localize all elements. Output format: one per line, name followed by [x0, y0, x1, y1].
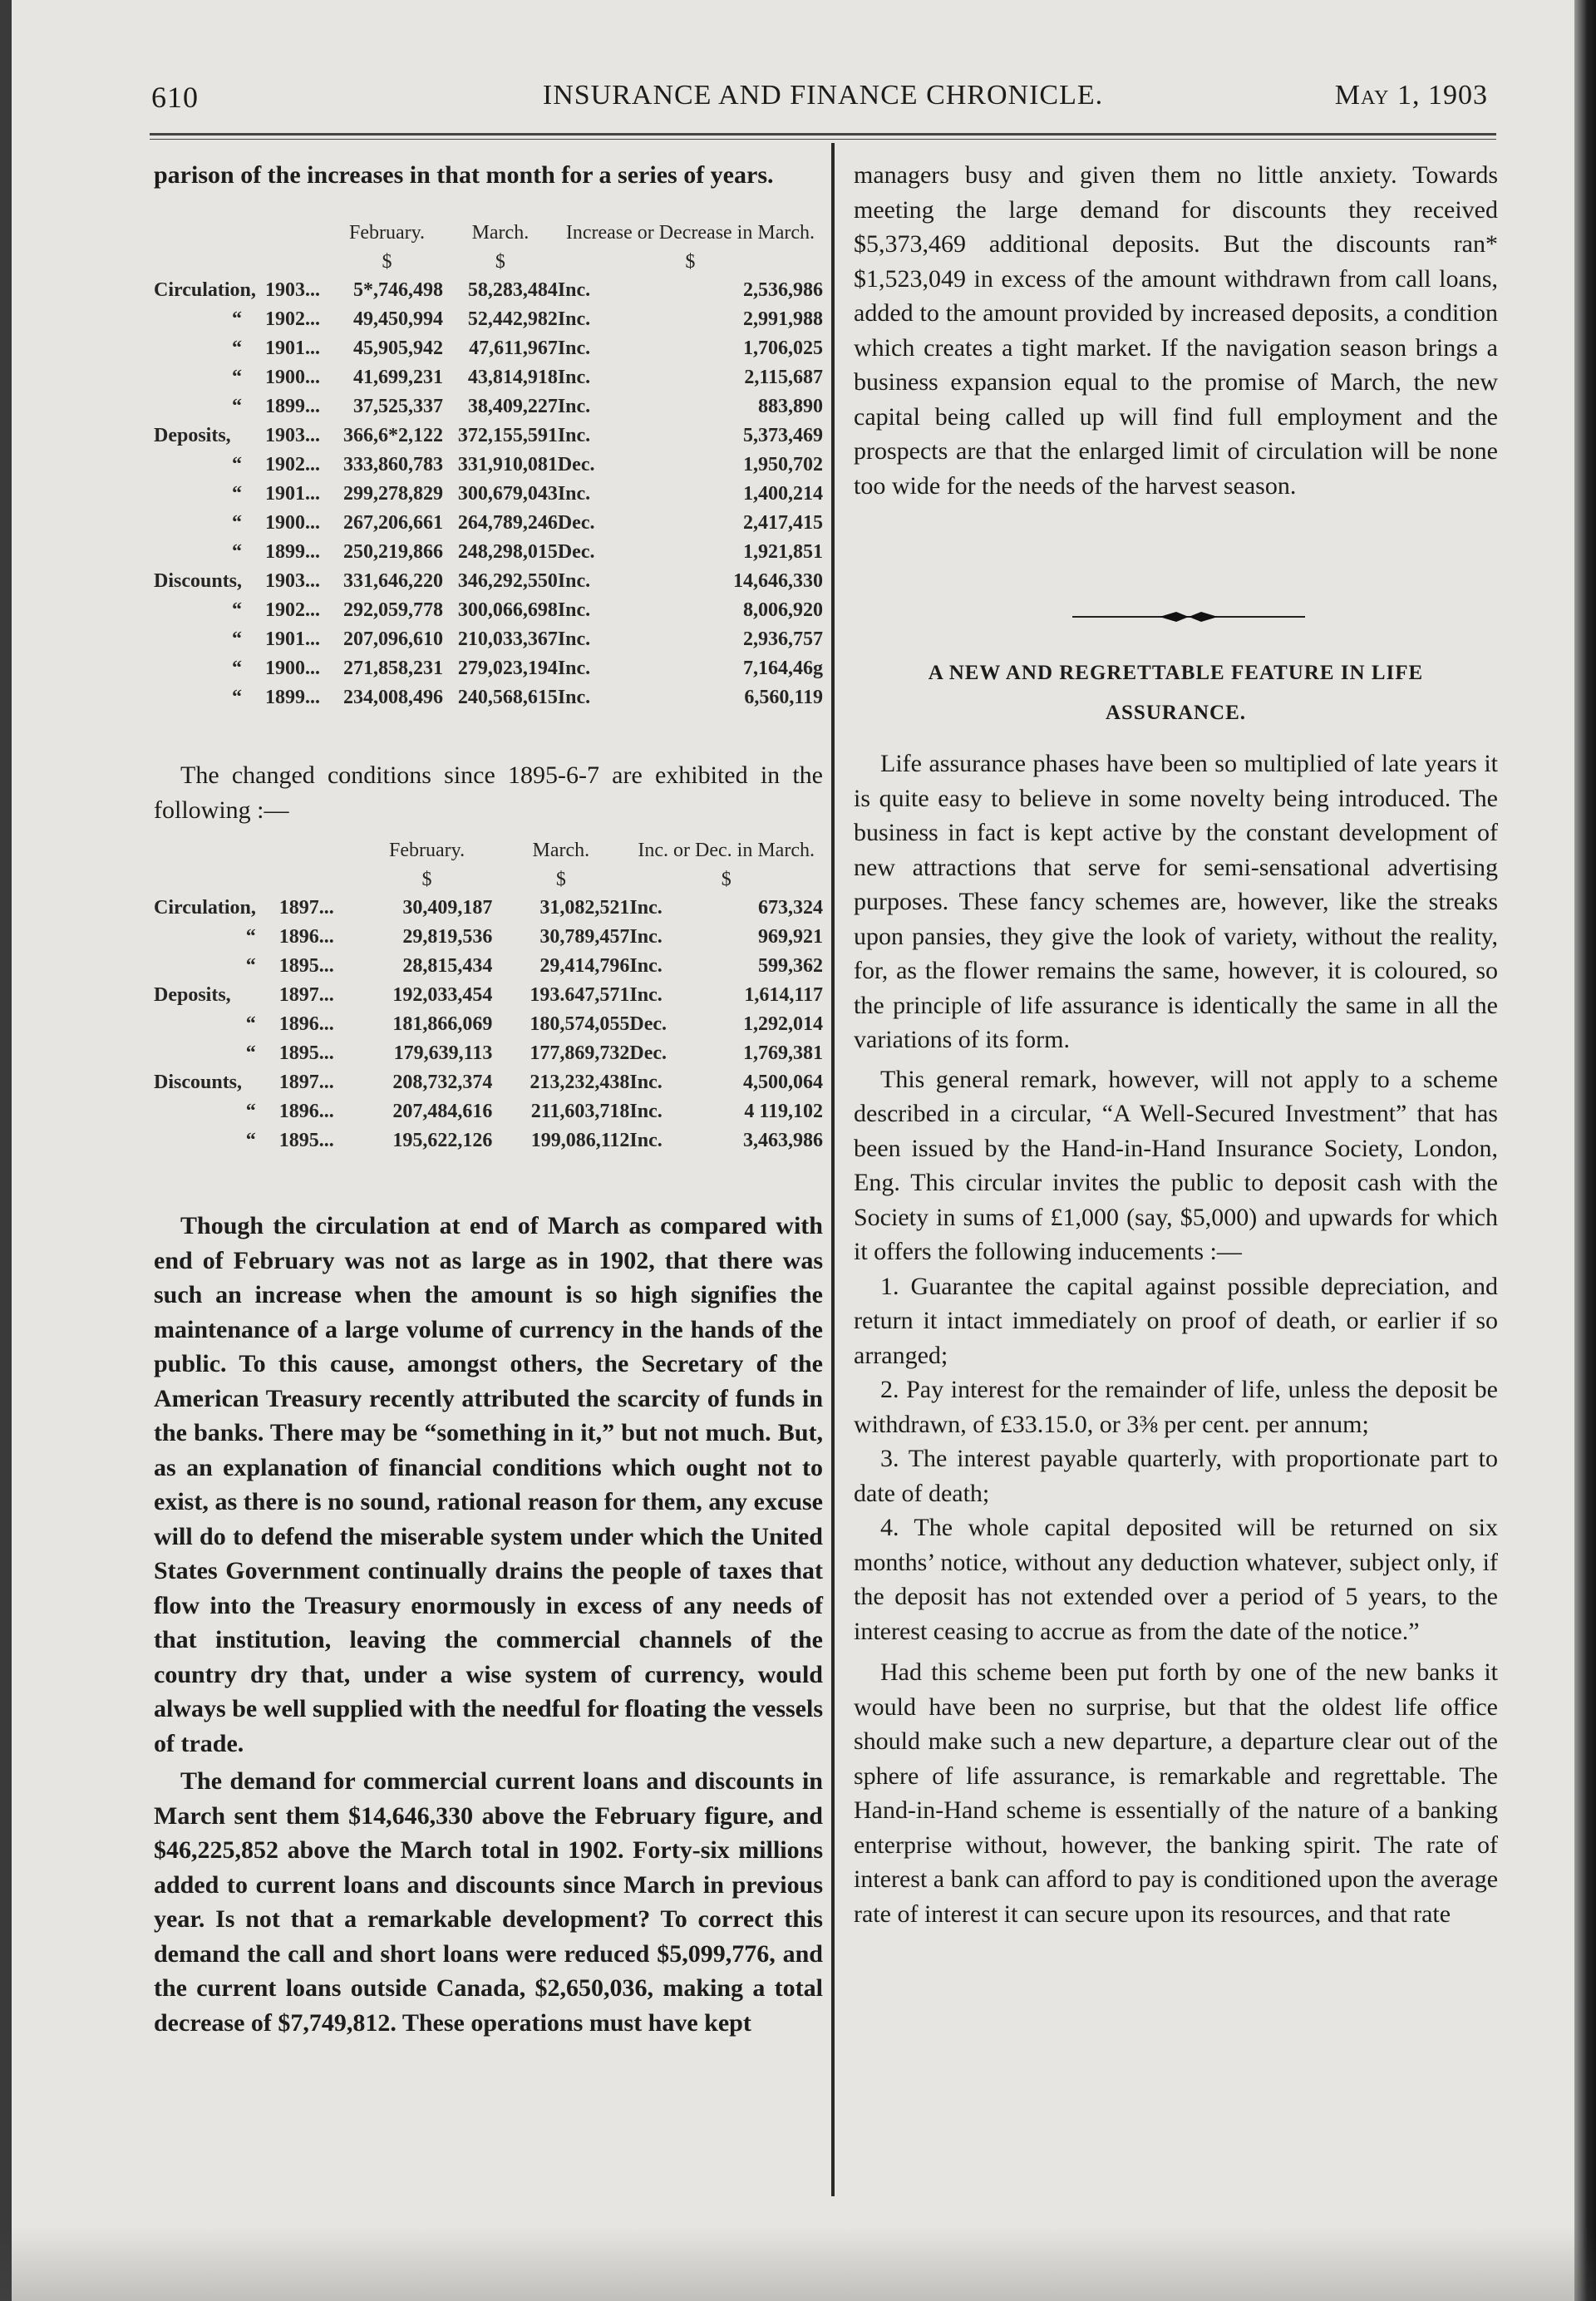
- row-change: 2,991,988: [743, 308, 823, 330]
- row-direction: Inc.: [629, 1072, 663, 1093]
- row-category: “: [245, 1130, 256, 1151]
- row-march: 29,414,796: [539, 955, 630, 977]
- row-direction: Inc.: [557, 338, 591, 359]
- row-category: “: [231, 687, 242, 708]
- row-direction: Inc.: [557, 658, 591, 679]
- row-direction: Inc.: [557, 483, 591, 505]
- row-change: 673,324: [758, 897, 823, 919]
- row-change: 883,890: [758, 396, 823, 417]
- row-march: 43,814,918: [467, 367, 558, 388]
- table-row: [154, 981, 823, 1010]
- row-february: 207,096,610: [342, 628, 443, 650]
- row-february: 45,905,942: [352, 338, 443, 359]
- row-direction: Inc.: [557, 570, 591, 592]
- row-category: Deposits,: [154, 425, 231, 446]
- row-category: “: [231, 599, 242, 621]
- row-february: 299,278,829: [342, 483, 443, 505]
- row-year: 1900...: [264, 658, 320, 679]
- row-march: 180,574,055: [530, 1013, 630, 1035]
- row-direction: Inc.: [557, 308, 591, 330]
- row-year: 1899...: [264, 541, 320, 563]
- row-february: 331,646,220: [342, 570, 443, 592]
- row-direction: Dec.: [557, 454, 595, 475]
- row-march: 331,910,081: [457, 454, 558, 475]
- paragraph-hand-in-hand: Had this scheme been put forth by one of the new banks it would have been no surprise, but that the oldest life office should make such a new departure, a departure clear out of the sphere of life assurance, is remarkable and regrettable. The Hand-in-Hand scheme is essentially of the nature of a banking enterprise without, however, the banking spirit. The rate of interest a bank can afford to pay is conditioned upon the average rate of interest it can secure upon its resources, and that rate: [854, 1658, 1499, 1928]
- table-row: [154, 509, 823, 538]
- row-category: Circulation,: [154, 279, 256, 301]
- row-year: 1901...: [264, 338, 320, 359]
- row-february: 30,409,187: [402, 897, 493, 919]
- section-title-line1: A NEW AND REGRETTABLE FEATURE IN LIFE: [928, 662, 1424, 684]
- row-march: 279,023,194: [457, 658, 558, 679]
- row-change: 2,115,687: [744, 367, 823, 388]
- column-header-february: February.: [348, 221, 426, 244]
- scan-edge-left: [0, 0, 12, 2301]
- row-year: 1897...: [278, 897, 334, 919]
- row-march: 300,679,043: [457, 483, 558, 505]
- row-march: 240,568,615: [457, 687, 558, 708]
- table-row: [154, 363, 823, 392]
- row-category: Discounts,: [154, 1072, 243, 1093]
- left-intro: [154, 158, 823, 193]
- right-continuation: [854, 158, 1498, 503]
- issue-date: May 1, 1903: [1334, 80, 1488, 111]
- table-row: [154, 1126, 823, 1155]
- row-march: 346,292,550: [457, 570, 558, 592]
- row-change: 1,400,214: [743, 483, 823, 505]
- row-february: 271,858,231: [342, 658, 443, 679]
- column-header-february: February.: [389, 839, 466, 861]
- transition-text-block: [154, 758, 823, 827]
- table-row: [154, 923, 823, 952]
- table-changed-conditions: [154, 835, 823, 1155]
- row-march: 31,082,521: [539, 897, 630, 919]
- table-row: [154, 894, 823, 923]
- row-direction: Inc.: [557, 628, 591, 650]
- row-february: 5*,746,498: [352, 279, 443, 301]
- row-direction: Inc.: [629, 1101, 663, 1122]
- row-year: 1896...: [278, 1101, 334, 1122]
- row-direction: Inc.: [557, 687, 591, 708]
- inducement-item: 3. The interest payable quarterly, with proportionate part to date of death;: [854, 1445, 1498, 1507]
- row-march: 193.647,571: [530, 984, 630, 1006]
- inducement-item: 1. Guarantee the capital against possible depreciation, and return it intact immediately on proof of death, or earlier if so arranged;: [854, 1272, 1498, 1369]
- row-direction: Dec.: [629, 1042, 667, 1064]
- row-direction: Inc.: [629, 955, 663, 977]
- row-year: 1896...: [278, 926, 334, 948]
- row-february: 179,639,113: [393, 1042, 493, 1064]
- row-category: “: [245, 1013, 256, 1035]
- row-category: “: [245, 955, 256, 977]
- paragraph-circulation: Though the circulation at end of March as compared with end of February was not as large as in 1902, that there was such an increase when the amount is so high signifies the maintenance of a large volume of currency in the hands of the public. To this cause, amongst others, the Secretary of the American Treasury recently attributed the scarcity of funds in the banks. There may be “something in it,” but not much. But, as an explanation of financial conditions which ought not to exist, as there is no sound, rational reason for them, any excuse will do to defend the miserable system under which the United States Government continually drains the people of taxes that flow into the Treasury enormously in excess of any needs of that institution, leaving the commercial channels of the country dry that, under a wise system of currency, would always be well supplied with the needful for floating the vessels of trade.: [154, 1212, 823, 1757]
- table-row: [154, 1039, 823, 1068]
- table-row: [154, 538, 823, 567]
- row-category: “: [231, 658, 242, 679]
- table-row: [154, 596, 823, 625]
- row-february: 267,206,661: [342, 512, 443, 534]
- table-row: [154, 654, 823, 683]
- row-march: 47,611,967: [469, 338, 558, 359]
- row-year: 1895...: [278, 955, 334, 977]
- row-february: 208,732,374: [392, 1072, 493, 1093]
- row-year: 1902...: [264, 599, 320, 621]
- row-direction: Inc.: [557, 279, 591, 301]
- row-category: “: [245, 1101, 256, 1122]
- row-change: 1,292,014: [743, 1013, 823, 1035]
- row-direction: Inc.: [557, 396, 591, 417]
- row-march: 211,603,718: [530, 1101, 630, 1122]
- table-row: [154, 683, 823, 712]
- row-march: 30,789,457: [539, 926, 630, 948]
- row-february: 29,819,536: [402, 926, 493, 948]
- currency-symbol: $: [685, 250, 696, 273]
- row-february: 366,6*2,122: [342, 425, 443, 446]
- row-year: 1896...: [278, 1013, 334, 1035]
- row-year: 1903...: [264, 279, 320, 301]
- column-header-change: Inc. or Dec. in March.: [638, 839, 815, 861]
- row-direction: Inc.: [629, 984, 663, 1006]
- table-row: [154, 305, 823, 334]
- row-february: 333,860,783: [342, 454, 443, 475]
- row-change: 2,417,415: [743, 512, 823, 534]
- table-row: [154, 451, 823, 480]
- section-ornament-icon: [1072, 609, 1305, 625]
- row-category: “: [231, 308, 242, 330]
- table-monthly-comparison: [154, 218, 823, 712]
- table-row: [154, 567, 823, 596]
- section-title-line2: ASSURANCE.: [1105, 702, 1247, 724]
- row-february: 250,219,866: [342, 541, 443, 563]
- continuation-text: managers busy and given them no little anxiety. Towards meeting the large demand for discounts they received $5,373,469 additional deposits. But the discounts ran* $1,523,049 in excess of the amount withdrawn from call loans, added to the amount provided by increased deposits, a condition which creates a tight market. If the navigation season brings a business expansion equal to the promise of March, the new capital being called up will find full employment and the prospects are that the enlarged limit of circulation will be none too wide for the needs of the harvest season.: [854, 161, 1498, 500]
- row-march: 38,409,227: [467, 396, 558, 417]
- row-march: 199,086,112: [530, 1130, 630, 1151]
- inducement-item: 2. Pay interest for the remainder of life, unless the deposit be withdrawn, of £33.15.0, or 3⅜ per cent. per annum;: [854, 1376, 1498, 1438]
- row-change: 599,362: [758, 955, 823, 977]
- right-body: [854, 746, 1498, 1931]
- row-change: 969,921: [758, 926, 823, 948]
- paragraph-scheme: This general remark, however, will not apply to a scheme described in a circular, “A Well-Secured Investment” that has been issued by the Hand-in-Hand Insurance Society, London, Eng. This circular invites the public to deposit cash with the Society in sums of £1,000 (say, $5,000) and upwards for which it offers the following inducements :—: [854, 1065, 1498, 1265]
- row-year: 1900...: [264, 512, 320, 534]
- row-march: 177,869,732: [530, 1042, 630, 1064]
- row-year: 1903...: [264, 570, 320, 592]
- row-year: 1900...: [264, 367, 320, 388]
- row-direction: Inc.: [629, 897, 663, 919]
- row-march: 58,283,484: [467, 279, 558, 301]
- row-change: 1,950,702: [743, 454, 823, 475]
- row-direction: Inc.: [557, 599, 591, 621]
- row-year: 1902...: [264, 454, 320, 475]
- row-year: 1897...: [278, 984, 334, 1006]
- row-category: “: [231, 454, 242, 475]
- row-change: 6,560,119: [744, 687, 823, 708]
- row-change: 3,463,986: [743, 1130, 823, 1151]
- row-direction: Inc.: [629, 1130, 663, 1151]
- row-change: 1,769,381: [743, 1042, 823, 1064]
- row-year: 1901...: [264, 483, 320, 505]
- row-february: 234,008,496: [342, 687, 443, 708]
- row-category: “: [231, 512, 242, 534]
- row-change: 1,706,025: [743, 338, 823, 359]
- row-category: Deposits,: [154, 984, 231, 1006]
- page-number: 610: [151, 81, 199, 114]
- row-change: 8,006,920: [743, 599, 823, 621]
- row-february: 41,699,231: [352, 367, 443, 388]
- row-category: “: [231, 396, 242, 417]
- table-row: [154, 1097, 823, 1126]
- currency-symbol: $: [721, 868, 732, 890]
- table-row: [154, 1068, 823, 1097]
- table-row: [154, 480, 823, 509]
- row-category: “: [231, 628, 242, 650]
- scan-shadow: [0, 2226, 1596, 2301]
- row-direction: Dec.: [629, 1013, 667, 1035]
- row-direction: Dec.: [557, 512, 595, 534]
- row-march: 264,789,246: [457, 512, 558, 534]
- row-category: “: [231, 483, 242, 505]
- row-direction: Inc.: [557, 425, 591, 446]
- row-year: 1899...: [264, 396, 320, 417]
- row-category: Discounts,: [154, 570, 243, 592]
- section-title: [854, 653, 1498, 733]
- currency-symbol: $: [495, 250, 505, 273]
- row-february: 192,033,454: [392, 984, 493, 1006]
- row-march: 300,066,698: [457, 599, 558, 621]
- row-february: 292,059,778: [342, 599, 443, 621]
- row-change: 14,646,330: [733, 570, 823, 592]
- row-change: 7,164,46g: [743, 658, 823, 679]
- table-row: [154, 625, 823, 654]
- row-category: “: [245, 926, 256, 948]
- row-direction: Inc.: [557, 367, 591, 388]
- publication-title: INSURANCE AND FINANCE CHRONICLE.: [542, 80, 1104, 111]
- paragraph-life-assurance: Life assurance phases have been so multiplied of late years it is quite easy to believe in some novelty being introduced. The business in fact is kept active by the constant development of new attractions that serve for semi-sensational advertising purposes. These fancy schemes are, however, like the streaks upon pansies, they give the look of variety, without the reality, for, as the flower remains the same, however, it is coloured, so the principle of life assurance is identically the same in all the variations of its form.: [854, 750, 1498, 1053]
- column-header-march: March.: [471, 221, 530, 244]
- table-row: [154, 392, 823, 421]
- row-march: 52,442,982: [467, 308, 558, 330]
- left-body: [154, 1209, 823, 2040]
- paragraph-demand: The demand for commercial current loans and discounts in March sent them $14,646,330 above the February figure, and $46,225,852 above the March total in 1902. Forty-six millions added to current loans and discounts since March in previous year. Is not that a remarkable development? To correct this demand the call and short loans were reduced $5,099,776, and the current loans outside Canada, $2,650,036, making a total decrease of $7,749,812. These operations must have kept: [154, 1767, 823, 2037]
- inducement-item: 4. The whole capital deposited will be returned on six months’ notice, without any deduction whatever, subject only, if the deposit has not extended over a period of 5 years, to the interest ceasing to accrue as from the date of the notice.”: [854, 1514, 1498, 1645]
- currency-symbol: $: [382, 250, 392, 273]
- row-change: 4,500,064: [743, 1072, 823, 1093]
- currency-symbol: $: [555, 868, 566, 890]
- row-year: 1901...: [264, 628, 320, 650]
- row-change: 1,614,117: [744, 984, 823, 1006]
- intro-text: parison of the increases in that month for a series of years.: [154, 161, 774, 189]
- transition-text: The changed conditions since 1895-6-7 are exhibited in the following :—: [154, 761, 823, 824]
- row-category: “: [231, 338, 242, 359]
- row-february: 49,450,994: [352, 308, 443, 330]
- row-march: 248,298,015: [457, 541, 558, 563]
- table-row: [154, 334, 823, 363]
- row-year: 1902...: [264, 308, 320, 330]
- row-category: Circulation,: [154, 897, 256, 919]
- currency-symbol: $: [421, 868, 432, 890]
- row-february: 28,815,434: [402, 955, 493, 977]
- row-change: 2,936,757: [743, 628, 823, 650]
- header-rule-thin: [150, 139, 1496, 140]
- row-february: 207,484,616: [392, 1101, 493, 1122]
- row-year: 1895...: [278, 1042, 334, 1064]
- column-divider: [831, 143, 835, 2196]
- column-header-change: Increase or Decrease in March.: [565, 221, 815, 244]
- row-category: “: [231, 541, 242, 563]
- row-march: 372,155,591: [457, 425, 558, 446]
- row-change: 5,373,469: [743, 425, 823, 446]
- row-year: 1899...: [264, 687, 320, 708]
- row-february: 195,622,126: [392, 1130, 493, 1151]
- scan-edge-right: [1574, 0, 1596, 2301]
- row-march: 210,033,367: [457, 628, 558, 650]
- row-change: 2,536,986: [743, 279, 823, 301]
- row-february: 37,525,337: [352, 396, 443, 417]
- table-row: [154, 952, 823, 981]
- row-category: “: [231, 367, 242, 388]
- row-march: 213,232,438: [530, 1072, 630, 1093]
- header-rule: [150, 133, 1496, 135]
- row-category: “: [245, 1042, 256, 1064]
- table-row: [154, 1010, 823, 1039]
- row-year: 1903...: [264, 425, 320, 446]
- row-change: 1,921,851: [743, 541, 823, 563]
- row-year: 1897...: [278, 1072, 334, 1093]
- column-header-march: March.: [532, 839, 590, 861]
- table-row: [154, 421, 823, 451]
- row-change: 4 119,102: [744, 1101, 823, 1122]
- row-february: 181,866,069: [392, 1013, 493, 1035]
- table-row: [154, 276, 823, 305]
- row-direction: Dec.: [557, 541, 595, 563]
- row-year: 1895...: [278, 1130, 334, 1151]
- row-direction: Inc.: [629, 926, 663, 948]
